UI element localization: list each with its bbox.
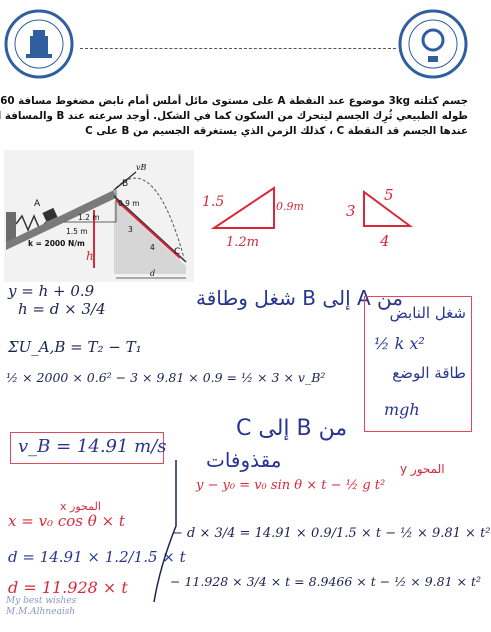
tri-left-hyp: 1.5 — [202, 194, 225, 210]
eq-y-motion: y − y₀ = v₀ sin θ × t − ½ g t² — [196, 478, 386, 493]
eq-x-motion: x = v₀ cos θ × t — [8, 512, 125, 530]
triangle-left — [196, 176, 304, 250]
eq-numeric: ½ × 2000 × 0.6² − 3 × 9.81 × 0.9 = ½ × 3 × v_B² — [6, 370, 326, 385]
label-1-5m: 1.5 m — [66, 227, 88, 236]
label-c: C — [174, 247, 181, 257]
label-3: 3 — [128, 225, 133, 234]
label-b: B — [122, 179, 129, 189]
tri-left-base: 1.2m — [226, 235, 260, 250]
note-line: ½ k x² — [374, 334, 425, 353]
label-vb: vB — [136, 163, 147, 172]
eq-substitution-1: − d × 3/4 = 14.91 × 0.9/1.5 × t − ½ × 9.81 × t² — [172, 526, 491, 541]
note-line: mgh — [384, 400, 420, 419]
faculty-seal-logo — [398, 6, 468, 84]
note-line: شغل النابض — [389, 304, 466, 322]
signature-line: M.M.Alhneaish — [6, 607, 76, 617]
heading-b-to-c: من B إلى C — [236, 416, 348, 441]
problem-statement — [0, 94, 468, 139]
header-divider — [80, 48, 396, 49]
eq-energy: ΣU_A,B = T₂ − T₁ — [8, 338, 142, 356]
eq-h: h = d × 3/4 — [18, 300, 106, 318]
university-seal-logo — [4, 6, 74, 84]
mechanics-figure — [4, 150, 194, 282]
triangle-right — [340, 178, 450, 250]
signature — [6, 596, 76, 618]
problem-line: عندها الجسم قد النقطة C ، كذلك الزمن الذي يستغرقه الجسيم من B على C — [85, 125, 468, 137]
label-d: d — [150, 269, 156, 278]
label-y-axis: المحور y — [400, 462, 445, 476]
label-h: h — [86, 249, 94, 263]
label-x-axis: المحور x — [60, 500, 101, 513]
signature-line: My best wishes — [6, 596, 77, 606]
eq-d1: d = 14.91 × 1.2/1.5 × t — [8, 548, 186, 566]
problem-line: طوله الطبيعي ثُرِك الجسم ليتحرك من السكون كما في الشكل. أوجد سرعته عند B والمسافة — [4, 110, 468, 122]
eq-d2: d = 11.928 × t — [8, 578, 128, 597]
label-projectiles: مقذوفات — [206, 448, 282, 472]
eq-substitution-2: − 11.928 × 3/4 × t = 8.9466 × t − ½ × 9.81 × t² — [170, 574, 482, 589]
problem-line: جسم كتلته 3kg موضوع عند النقطة A على مستوى مائل أملس أمام نابض مضغوط مسافة 60 — [0, 95, 468, 107]
heading-a-to-b: من A إلى B شغل وطاقة — [196, 286, 403, 310]
label-a: A — [34, 199, 41, 209]
label-4: 4 — [150, 243, 155, 252]
tri-left-vert: 0.9m — [276, 200, 304, 213]
result-vb: v_B = 14.91 m/s — [18, 436, 167, 457]
note-line: طاقة الوضع — [392, 364, 466, 382]
tri-right-base: 4 — [380, 232, 390, 250]
eq-y: y = h + 0.9 — [8, 282, 95, 300]
tri-right-vert: 3 — [346, 202, 356, 220]
label-0-9m: 0.9 m — [118, 199, 140, 208]
label-1-2m: 1.2 m — [78, 213, 100, 222]
label-spring-k: k = 2000 N/m — [28, 239, 85, 248]
tri-right-hyp: 5 — [384, 186, 394, 204]
